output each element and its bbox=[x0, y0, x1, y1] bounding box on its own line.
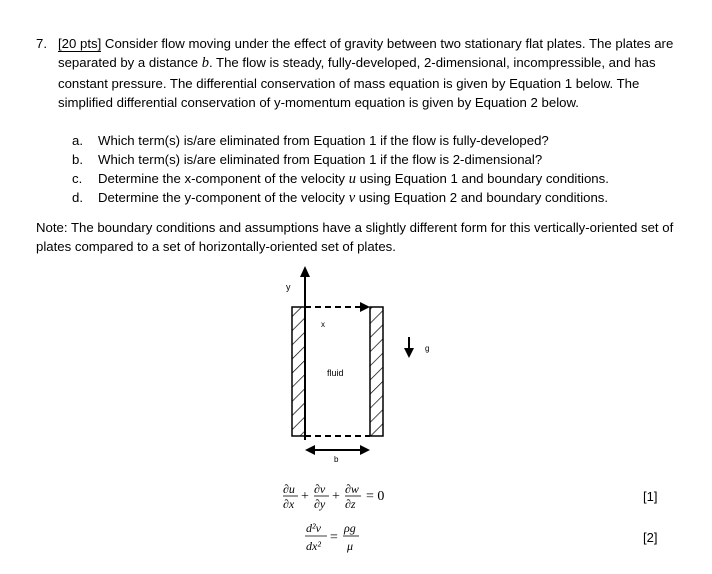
intro-text-a: Consider flow moving under the effect of gravity between two stationary flat plates. The plates are separated by a distance bbox=[58, 36, 674, 71]
eq1-term3-denominator: ∂z bbox=[345, 497, 356, 511]
var-u: u bbox=[348, 171, 356, 187]
eq2-lhs-numerator: d²v bbox=[306, 521, 321, 535]
subpart-label: d. bbox=[72, 190, 83, 205]
b-dimension-label: b bbox=[334, 455, 339, 464]
eq2-rhs-numerator: ρg bbox=[344, 521, 356, 535]
gravity-label: g bbox=[425, 344, 430, 353]
subpart-label: a. bbox=[72, 133, 83, 148]
eq1-plus-1: + bbox=[301, 489, 309, 504]
y-axis-arrowhead bbox=[300, 266, 310, 277]
intro-text-b: . The flow is steady, fully-developed, 2-dimensional, incompressible, and has constant pressure. The differential conservation of mass equation is given by Equation 1 below. The simplified differential conservation of y-momentum equation is given by Equation 2 below. bbox=[58, 55, 656, 111]
subpart-label: c. bbox=[72, 171, 83, 186]
subpart-text: Which term(s) is/are eliminated from Equation 1 if the flow is fully-developed? bbox=[98, 133, 549, 148]
problem-number: 7. bbox=[36, 36, 47, 51]
subpart-text: Which term(s) is/are eliminated from Equation 1 if the flow is 2-dimensional? bbox=[98, 152, 543, 167]
note-text: Note: The boundary conditions and assumptions have a slightly different form for this vertically-oriented set of plates compared to a set of horizontally-oriented set of plates. bbox=[36, 220, 674, 255]
gravity-arrowhead bbox=[404, 348, 414, 358]
eq1-term2-numerator: ∂v bbox=[314, 482, 326, 496]
x-axis-arrowhead bbox=[360, 302, 370, 312]
subpart-label: b. bbox=[72, 152, 83, 167]
eq1-plus-2: + bbox=[332, 489, 340, 504]
b-arrowhead-left bbox=[305, 445, 315, 455]
eq1-term3-numerator: ∂w bbox=[345, 482, 359, 496]
right-plate bbox=[370, 307, 383, 436]
left-plate bbox=[292, 307, 305, 436]
x-axis-label: x bbox=[321, 320, 325, 329]
y-axis-label: y bbox=[286, 282, 291, 292]
eq2-equals: = bbox=[330, 530, 338, 545]
var-v: v bbox=[348, 190, 356, 206]
eq1-term2-denominator: ∂y bbox=[314, 497, 326, 511]
eq2-rhs-denominator: μ bbox=[347, 539, 354, 553]
equation-1 bbox=[283, 482, 384, 511]
eq1-term1-denominator: ∂x bbox=[283, 497, 295, 511]
equation-2 bbox=[305, 521, 359, 553]
equation-2-tag: [2] bbox=[643, 530, 658, 545]
var-b: b bbox=[201, 55, 209, 72]
subpart-text-post: using Equation 2 and boundary conditions. bbox=[355, 190, 609, 205]
eq2-lhs-denominator: dx² bbox=[306, 539, 321, 553]
b-arrowhead-right bbox=[360, 445, 370, 455]
subpart-text-pre: Determine the y-component of the velocity bbox=[98, 190, 349, 205]
subpart-text-post: using Equation 1 and boundary conditions. bbox=[355, 171, 609, 186]
fluid-label: fluid bbox=[327, 368, 344, 378]
subpart-text-pre: Determine the x-component of the velocity bbox=[98, 171, 349, 186]
equation-1-tag: [1] bbox=[643, 489, 658, 504]
points-label: [20 pts] bbox=[58, 36, 102, 51]
eq1-term1-numerator: ∂u bbox=[283, 482, 295, 496]
eq1-rhs: = 0 bbox=[366, 489, 385, 504]
